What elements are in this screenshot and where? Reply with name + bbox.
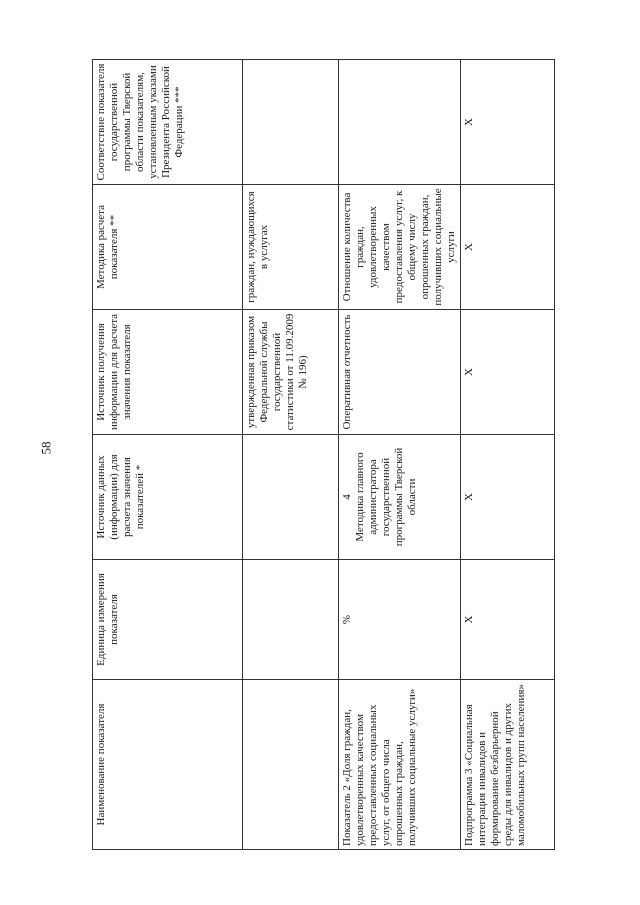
header-data-source: Источник данных (информации) для расчета значения показателей * [93,435,243,560]
page-number: 58 [38,441,54,455]
subprogram-name: Подпрограмма 3 «Социальная интеграция инвалидов и формирование безбарьерной среды для инвалидов и других маломобильных групп населения» [461,680,555,850]
indicator-name: Показатель 2 «Доля граждан, удовлетворенных качеством предоставленных социальных услуг, от общего числа опрошенных граждан, получивших социальные услуги» [339,680,461,850]
table-row-subprogram-3 [461,60,555,850]
cont-name [243,680,339,850]
header-info-source: Источник получения информации для расчета значения показателя [93,310,243,435]
header-name: Наименование показателя [93,680,243,850]
indicator-compliance [339,60,461,185]
cont-compliance [243,60,339,185]
indicator-info-source: Оперативная отчетность [339,310,461,435]
indicator-table [92,59,555,850]
subprogram-unit: Х [461,560,555,680]
header-unit: Единица измерения показателя [93,560,243,680]
indicator-data-source [339,435,461,560]
subprogram-method: Х [461,185,555,310]
table-row-continuation [243,60,339,850]
cont-info-source: утвержденная приказом Федеральной службы государственной статистики от 11.09.2009 № 196) [243,310,339,435]
cont-unit [243,560,339,680]
header-method: Методика расчета показателя ** [93,185,243,310]
indicator-table-rotated [92,60,532,850]
subprogram-info-source: Х [461,310,555,435]
indicator-method: Отношение количества граждан, удовлетворенных качеством предоставления услуг, к общему числу опрошенных граждан, получивших социальные услуги [339,185,461,310]
cont-method: граждан, нуждающихся в услугах [243,185,339,310]
table-row-indicator-2 [339,60,461,850]
indicator-data-source-num: 4 [341,494,353,500]
header-compliance: Соответствие показателя государственной программы Тверской области показателям, установленным указами Президента Российской Федерации *** [93,60,243,185]
subprogram-data-source: Х [461,435,555,560]
subprogram-compliance: Х [461,60,555,185]
indicator-unit: % [339,560,461,680]
table-header-row [93,60,243,850]
indicator-data-source-text: Методика главного администратора государственной программы Тверской области [354,447,418,547]
cont-data-source [243,435,339,560]
